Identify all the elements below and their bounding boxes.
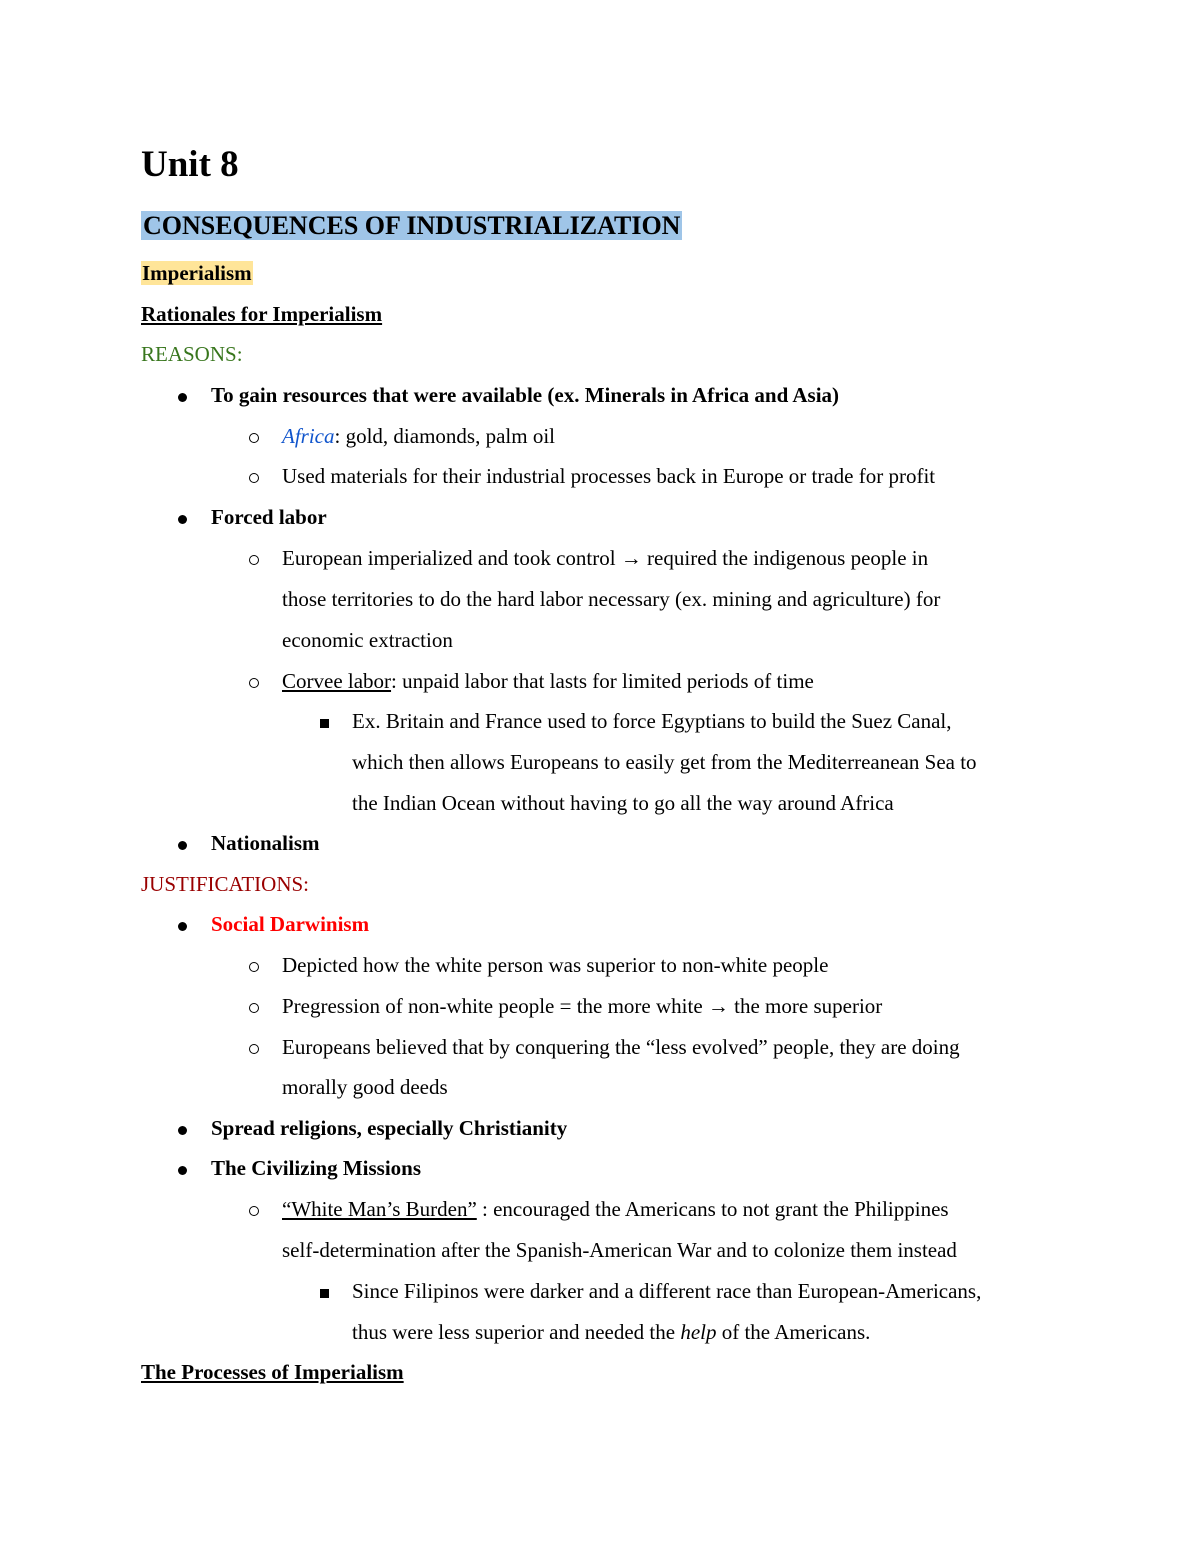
corvee-labor-term: Corvee labor (282, 669, 392, 693)
white-mans-burden-term: “White Man’s Burden” (282, 1197, 477, 1221)
filipinos-example-emphasis: help (680, 1320, 717, 1344)
subheading-rationales: Rationales for Imperialism (141, 302, 383, 326)
forced-labor-line-3: economic extraction (282, 628, 453, 652)
reason-sub-materials: Used materials for their industrial processes back in Europe or trade for profit (282, 464, 936, 488)
bullet-circle (249, 422, 259, 450)
topic-heading (141, 259, 253, 287)
corvee-labor-definition: : unpaid labor that lasts for limited periods of time (391, 669, 814, 693)
suez-example-line-2: which then allows Europeans to easily get from the Mediterreanean Sea to (352, 750, 977, 774)
bullet-circle (249, 1033, 259, 1061)
forced-labor-line-2: those territories to do the hard labor necessary (ex. mining and agriculture) for (282, 587, 941, 611)
reason-item-forced-labor: Forced labor (211, 505, 327, 529)
darwinism-sub-2: Pregression of non-white people = the more white → the more superior (282, 994, 883, 1018)
bullet-disc (178, 1154, 187, 1182)
bullet-square (320, 1277, 329, 1305)
section-heading-text: CONSEQUENCES OF INDUSTRIALIZATION (143, 211, 681, 240)
filipinos-example-text-a: thus were less superior and needed the (352, 1320, 681, 1344)
justification-social-darwinism: Social Darwinism (211, 912, 370, 936)
bullet-square (320, 707, 329, 735)
reason-item-resources: To gain resources that were available (ex. Minerals in Africa and Asia) (211, 383, 840, 407)
filipinos-example-line-2 (352, 1318, 870, 1346)
bullet-disc (178, 503, 187, 531)
white-mans-burden-line-1 (282, 1195, 949, 1223)
bullet-circle (249, 951, 259, 979)
filipinos-example-text-b: of the Americans. (716, 1320, 871, 1344)
reason-sub-africa (282, 422, 555, 450)
justifications-label: JUSTIFICATIONS: (141, 872, 310, 896)
bullet-circle (249, 462, 259, 490)
bullet-disc (178, 381, 187, 409)
forced-labor-line-1: European imperialized and took control → required the indigenous people in (282, 546, 929, 570)
justification-religion: Spread religions, especially Christianity (211, 1116, 568, 1140)
subheading-processes: The Processes of Imperialism (141, 1360, 404, 1384)
page-title: Unit 8 (141, 144, 239, 185)
corvee-labor-line (282, 667, 814, 695)
darwinism-sub-3-line-1: Europeans believed that by conquering the “less evolved” people, they are doing (282, 1035, 960, 1059)
reason-item-nationalism: Nationalism (211, 831, 320, 855)
topic-heading-text: Imperialism (142, 261, 252, 285)
bullet-circle (249, 992, 259, 1020)
suez-example-line-3: the Indian Ocean without having to go all the way around Africa (352, 791, 894, 815)
suez-example-line-1: Ex. Britain and France used to force Egyptians to build the Suez Canal, (352, 709, 952, 733)
darwinism-sub-1: Depicted how the white person was superior to non-white people (282, 953, 829, 977)
section-heading (141, 209, 682, 243)
africa-detail: : gold, diamonds, palm oil (334, 424, 555, 448)
bullet-disc (178, 1114, 187, 1142)
bullet-circle (249, 544, 259, 572)
filipinos-example-line-1: Since Filipinos were darker and a different race than European-Americans, (352, 1279, 982, 1303)
justification-civilizing-missions: The Civilizing Missions (211, 1156, 422, 1180)
bullet-circle (249, 667, 259, 695)
white-mans-burden-detail: : encouraged the Americans to not grant the Philippines (476, 1197, 949, 1221)
reasons-label: REASONS: (141, 342, 243, 366)
white-mans-burden-line-2: self-determination after the Spanish-American War and to colonize them instead (282, 1238, 957, 1262)
africa-term: Africa (282, 424, 335, 448)
bullet-disc (178, 910, 187, 938)
bullet-disc (178, 829, 187, 857)
bullet-circle (249, 1195, 259, 1223)
darwinism-sub-3-line-2: morally good deeds (282, 1075, 448, 1099)
